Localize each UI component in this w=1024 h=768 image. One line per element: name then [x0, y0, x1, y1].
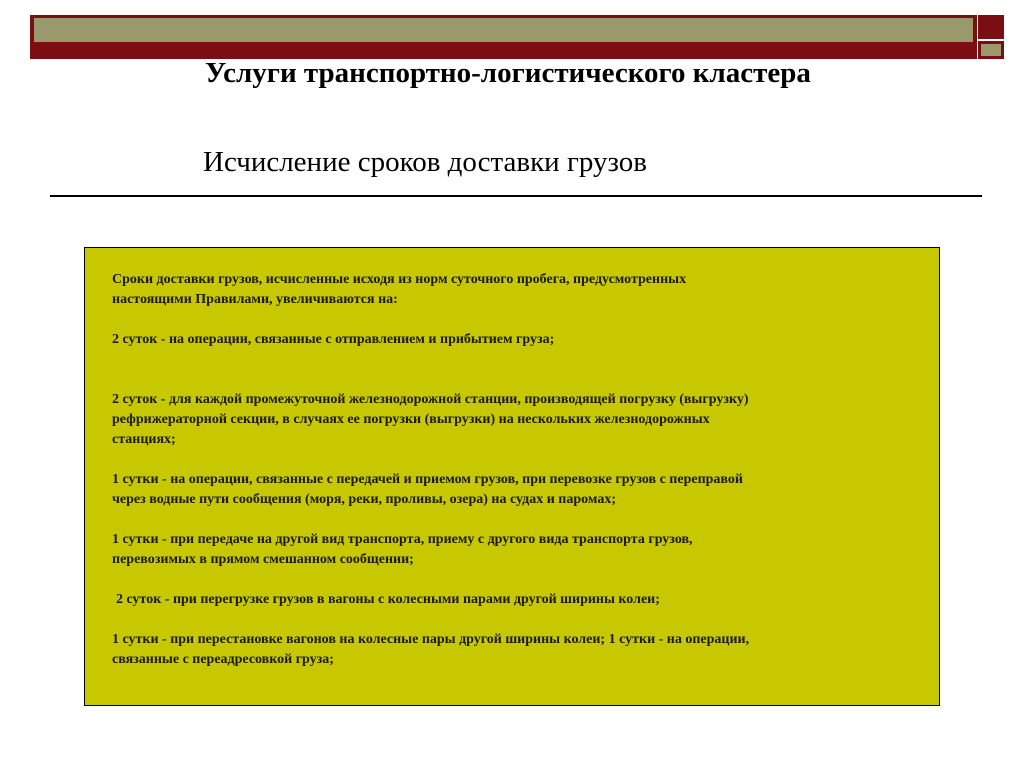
divider-line	[50, 195, 982, 197]
page-title: Услуги транспортно-логистического кластера	[205, 57, 811, 89]
list-item: 2 суток - при перегрузке грузов в вагоны с колесными парами другой ширины колеи;	[116, 592, 660, 607]
list-item: 2 суток - для каждой промежуточной железнодорожной станции, производящей погрузку (выгрузку) рефрижераторной секции, в случаях ее погрузки (выгрузки) на нескольких железнодорожных станциях;	[112, 392, 749, 447]
slide-subtitle: Исчисление сроков доставки грузов	[203, 146, 647, 178]
list-item: 1 сутки - на операции, связанные с передачей и приемом грузов, при перевозке грузов с переправой через водные пути сообщения (моря, реки, проливы, озера) на судах и паромах;	[112, 472, 743, 507]
top-bar-inner-stripe	[34, 18, 973, 42]
content-text	[112, 270, 902, 670]
top-decorative-bar	[30, 15, 977, 59]
list-item: 1 сутки - при передаче на другой вид транспорта, приему с другого вида транспорта грузов, перевозимых в прямом смешанном сообщении;	[112, 532, 693, 567]
corner-block-inner	[981, 44, 1001, 56]
list-item: 1 сутки - при перестановке вагонов на колесные пары другой ширины колеи; 1 сутки - на операции, связанные с переадресовкой груза;	[112, 632, 750, 667]
intro-paragraph: Сроки доставки грузов, исчисленные исходя из норм суточного пробега, предусмотренных настоящими Правилами, увеличиваются на:	[112, 272, 687, 307]
content-box	[84, 247, 940, 706]
corner-block-top	[978, 15, 1004, 39]
corner-block-bottom	[978, 41, 1004, 59]
list-item: 2 суток - на операции, связанные с отправлением и прибытием груза;	[112, 332, 555, 347]
